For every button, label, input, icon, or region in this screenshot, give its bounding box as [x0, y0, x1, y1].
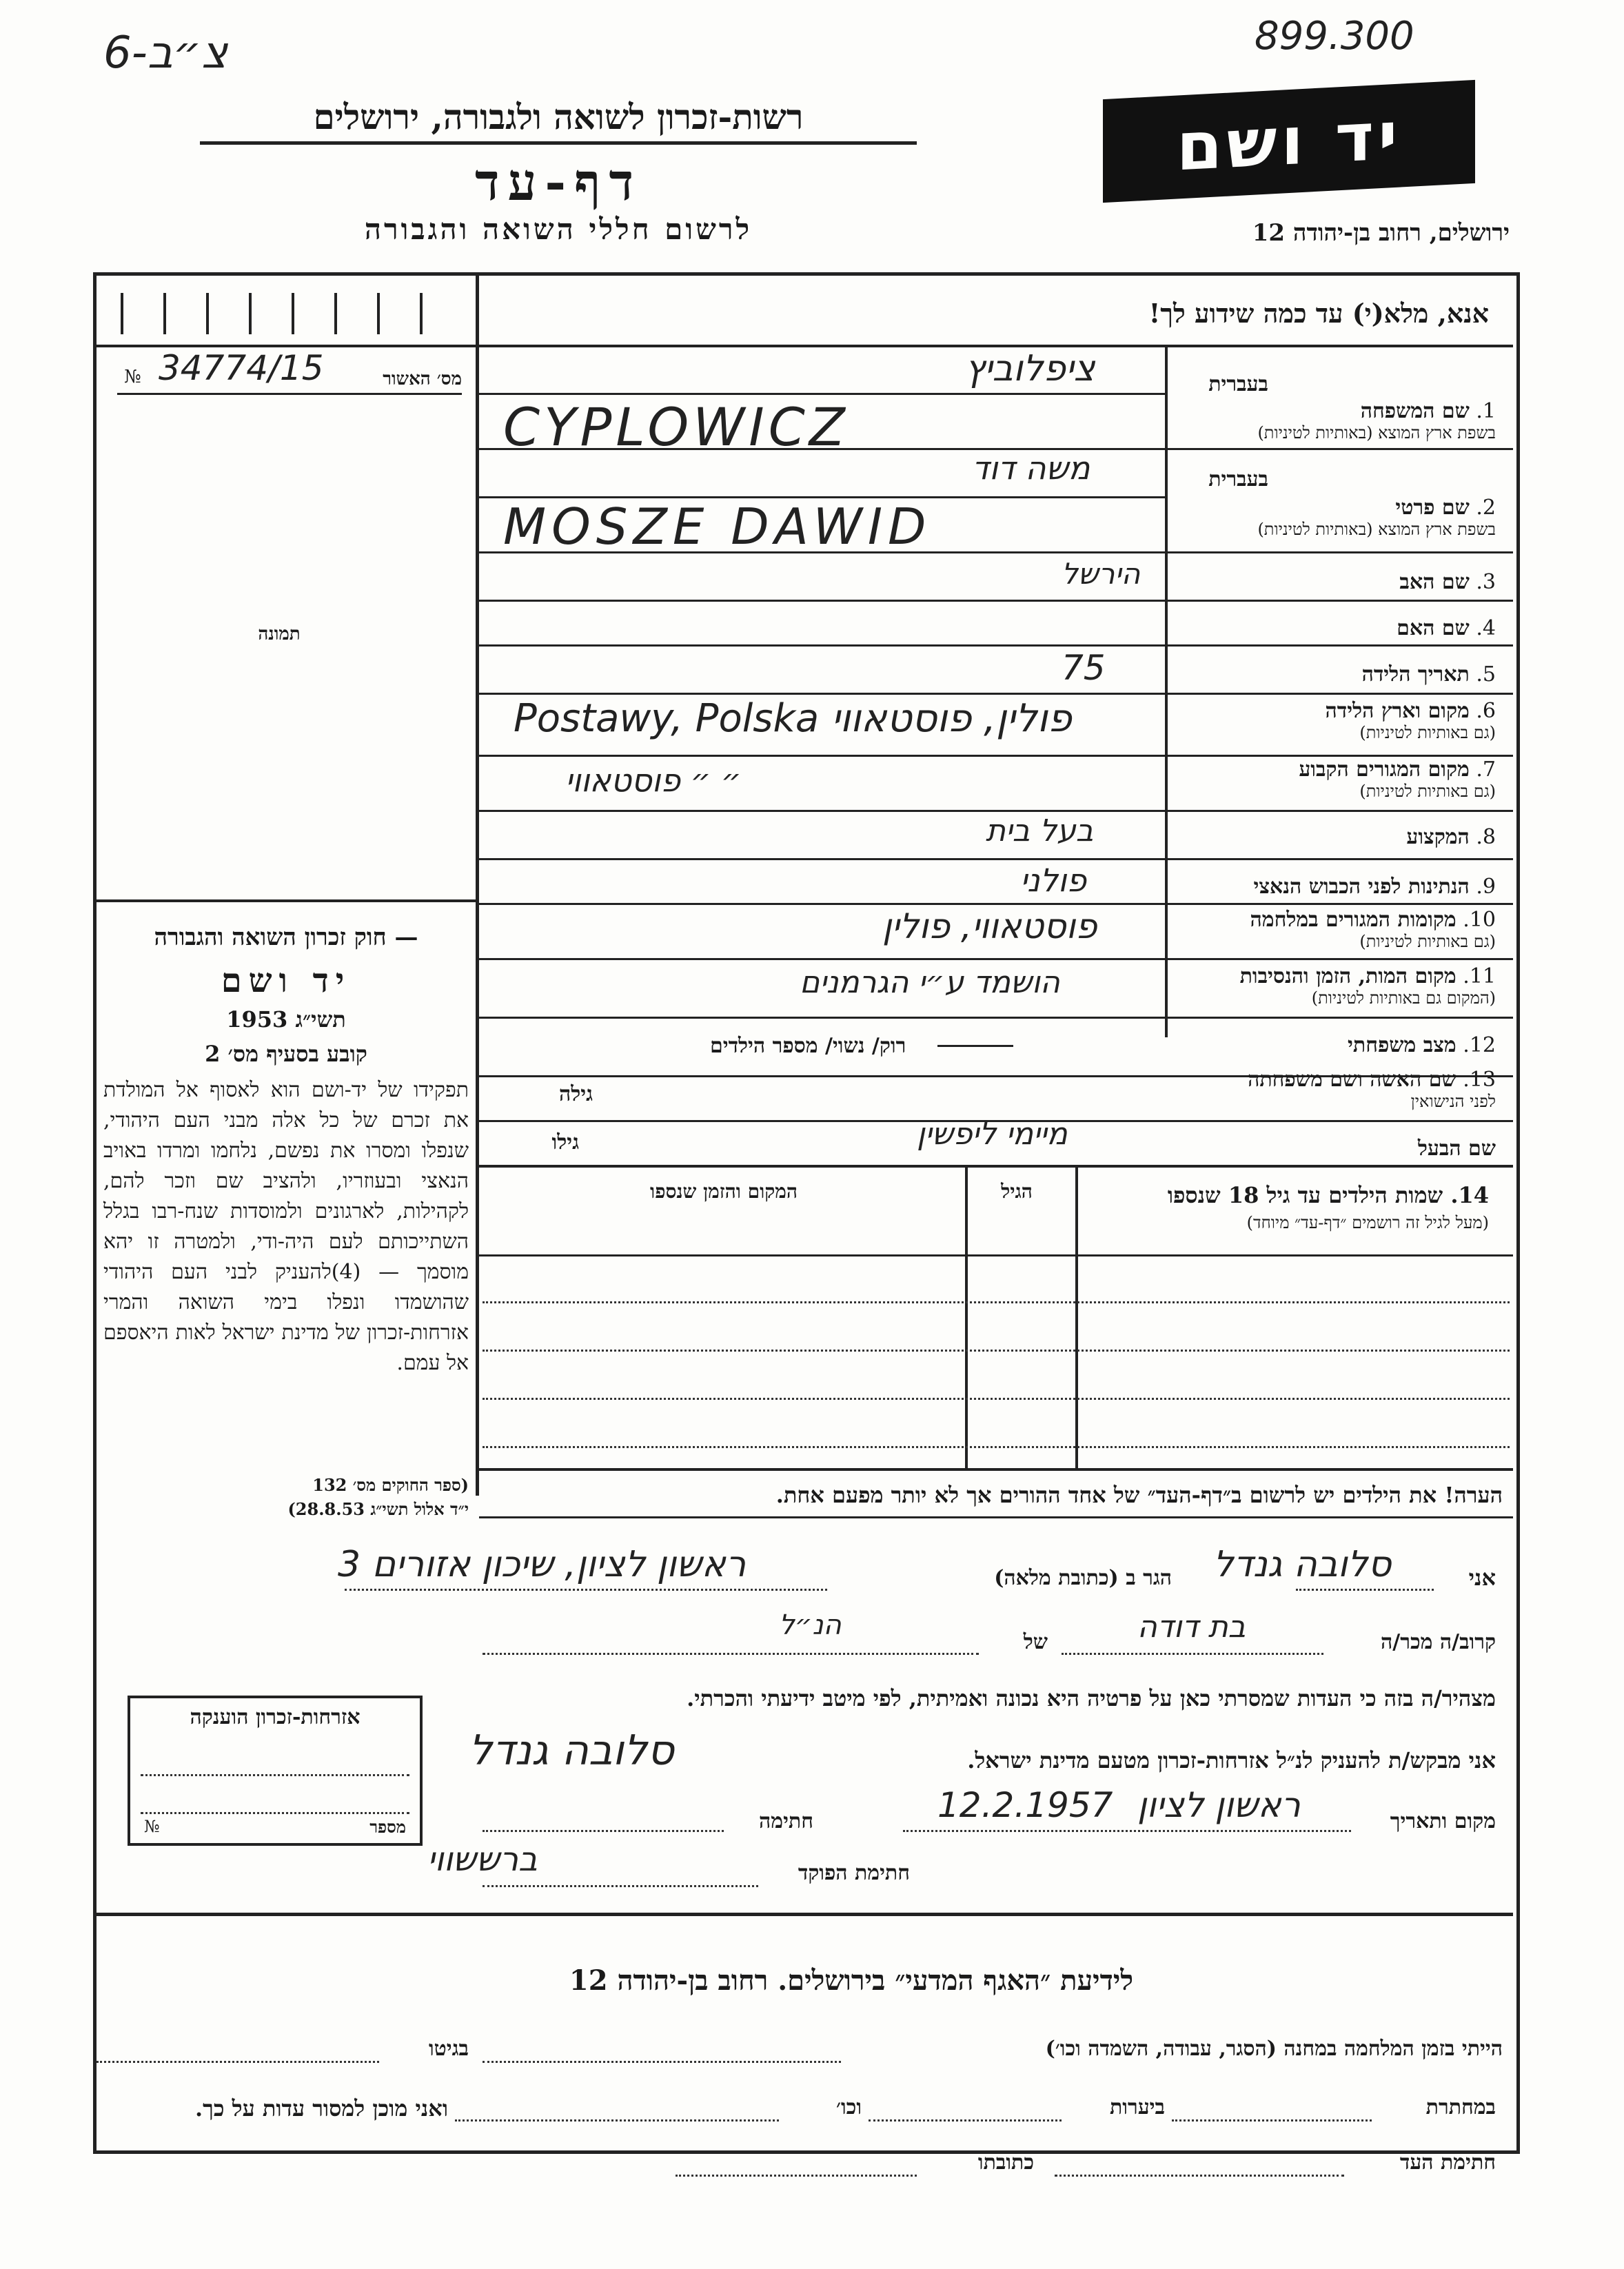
- request-citizenship: אני מבקש/ת להעניק לנ״ל אזרחות-זכרון מטעם מדינת ישראל.: [967, 1747, 1496, 1773]
- form-title: דף-עד: [474, 153, 642, 212]
- citizenship-box: [128, 1696, 423, 1846]
- children-sub: (מעל לגיל זה רושמים ״דף-עד״ מיוחד): [1246, 1213, 1489, 1232]
- footer-title: לידיעת ״האגף המדעי״ בירושלים. רחוב בן-יהודה 12: [569, 1964, 1134, 1997]
- official-signature: ברששווי: [427, 1840, 538, 1879]
- field-label-1: 1. שם המשפחה בשפת ארץ המוצא (באותיות לטיניות): [1257, 399, 1496, 442]
- field-value-1-latin: CYPLOWICZ: [503, 396, 849, 458]
- logo-text: יד ושם: [1176, 96, 1402, 186]
- field-label-10: 10. מקומות המגורים במלחמה (גם באותיות לטיניות): [1250, 908, 1496, 951]
- field-value-1-he: ציפלוביץ: [965, 348, 1095, 389]
- declarant-address: ראשון לציון, שיכון אזורים 3: [338, 1544, 747, 1585]
- corner-note-right: 899.300: [1255, 14, 1414, 59]
- approval-line: [117, 393, 462, 395]
- header-address: ירושלים, רחוב בן-יהודה 12: [1252, 219, 1510, 247]
- field-label-2: 2. שם פרטי בשפת ארץ המוצא (באותיות לטיניות): [1257, 496, 1496, 539]
- field-value-3: הירשל: [1062, 557, 1141, 591]
- official-label: חתימת הפוקד: [798, 1861, 910, 1885]
- law-year: תשי״ג 1953: [226, 1006, 346, 1032]
- declarant-i-label: אני: [1468, 1565, 1496, 1591]
- law-name: יד ושם: [221, 961, 352, 1000]
- field-label-12: 12. מצב משפחתי: [1348, 1033, 1496, 1057]
- declarant-address-label: הגר ב (כתובת מלאה): [994, 1566, 1172, 1590]
- footer-camp-label: הייתי בזמן המלחמה במחנה (הסגר, עבודה, השמדה וכו׳): [1045, 2037, 1503, 2061]
- approval-label: מס׳ האשור: [383, 369, 462, 389]
- date-value: 12.2.1957: [937, 1785, 1113, 1825]
- approval-row-bottom: [97, 345, 479, 347]
- field-label-13: 13. שם האשה ושם משפחתה לפני הנישואין: [1248, 1068, 1496, 1111]
- written-signature: סלובה גנדל: [469, 1727, 674, 1775]
- form-subtitle: לרשום חללי השואה והגבורה: [364, 212, 753, 246]
- children-col-1: [965, 1165, 968, 1468]
- photo-area-bottom: [97, 899, 479, 902]
- left-column-divider: [476, 276, 479, 1496]
- institution-underline: [200, 141, 917, 145]
- single-strike: [937, 1045, 1013, 1047]
- footer-ready-label: ואני מוכן למסור עדות על כך.: [194, 2095, 448, 2122]
- place-date-label: מקום ותאריך: [1390, 1809, 1496, 1833]
- field-value-2-latin: MOSZE DAWID: [503, 498, 932, 556]
- husband-age-label: גילו: [551, 1130, 579, 1154]
- relation-label: קרוב/ה מכר/ה: [1381, 1630, 1496, 1654]
- field-value-5: 75: [1062, 648, 1106, 688]
- footer-witness-sig-label: חתימת העד: [1399, 2150, 1496, 2175]
- of-value: הנ״ל: [779, 1609, 842, 1641]
- approval-no-sign: №: [124, 367, 141, 387]
- note-bottom: [479, 1516, 1513, 1518]
- place-value: ראשון לציון: [1137, 1785, 1301, 1825]
- law-ref-1: (ספר החוקים מס׳ 132: [312, 1475, 469, 1495]
- citizenship-number-label: מספר: [369, 1817, 406, 1837]
- hebrew-tag-2: בעברית: [1208, 467, 1268, 491]
- field-value-2-he: משה דוד: [972, 449, 1090, 487]
- of-label: של: [1023, 1630, 1048, 1654]
- field-label-6: 6. מקום וארץ הלידה (גם באותיות לטיניות): [1325, 699, 1496, 742]
- field-label-7: 7. מקום המגורים הקבוע (גם באותיות לטיניות): [1299, 757, 1496, 801]
- footer-etc-label: וכו׳: [836, 2095, 862, 2119]
- field-value-8: בעל בית: [986, 813, 1094, 848]
- request-row-bottom: [476, 345, 1513, 347]
- field-value-12: רוק/ נשוי/ מספר הילדים: [710, 1034, 906, 1058]
- footer-ghetto-label: בגיטו: [428, 2037, 469, 2061]
- law-clause: קובע בסעיף מס׳ 2: [205, 1041, 367, 1067]
- declarant-name: סלובה גנדל: [1213, 1544, 1392, 1585]
- approval-ticks: [121, 293, 465, 341]
- footer-underground-label: במחתרת: [1425, 2095, 1496, 2119]
- field-value-7: ״ ״ פוסטאווי: [565, 762, 742, 799]
- citizenship-no-sign: №: [144, 1817, 160, 1836]
- field-label-8: 8. המקצוע: [1406, 825, 1496, 849]
- children-table-top: [479, 1165, 1513, 1168]
- corner-note-left: צ״ב-6: [103, 28, 228, 79]
- wife-name-value: מיימי ליפשין: [917, 1117, 1068, 1152]
- footer-top-border: [97, 1913, 1513, 1916]
- children-place-header: המקום והזמן שנספו: [650, 1180, 798, 1203]
- children-age-header: הגיל: [1001, 1180, 1033, 1203]
- field-label-11: 11. מקום המות, הזמן והנסיבות (המקום גם באותיות לטיניות): [1239, 964, 1496, 1008]
- field-value-6: Postawy, Polska פולין, פוסטאווי: [514, 696, 1072, 741]
- signature-label: חתימה: [759, 1809, 813, 1833]
- field-label-9: 9. הנתינות לפני הכבוש הנאצי: [1253, 875, 1496, 899]
- law-title: — חוק זכרון השואה והגבורה: [154, 924, 418, 951]
- children-table-bottom: [476, 1468, 1513, 1471]
- field-label-5: 5. תאריך הלידה: [1361, 662, 1496, 686]
- field-value-10: פוסטאווי, פולין: [882, 906, 1097, 946]
- law-text: תפקידו של יד-ושם הוא לאסוף אל המולדת את זכרם של כל אלה מבני העם היהודי, שנפלו ומסרו את נפשם, נלחמו ומרדו באויב הנאצי ובעוזריו, ולהציב שם וזכר להם, לקהילות, לארגונים ולמוסדות שנח-רבו בגלל השתייכותם לעם היה-ודי, ולמטרה זו יהא מוסמך — (4)להעניק לבני העם היהודי שהושמדו ונפלו בימי השואה והמרי אזרחות-זכרון של מדינת ישראל לאות היאספם אל עמם.: [103, 1078, 469, 1375]
- law-ref-2: י״ד אלול תשי״ג 28.8.53): [287, 1499, 469, 1519]
- field-label-husband: שם הבעל: [1417, 1137, 1496, 1161]
- field-value-9: פולני: [1020, 862, 1087, 899]
- approval-number: 34774/15: [159, 348, 324, 388]
- citizenship-box-title: אזרחות-זכרון הוענקה: [190, 1705, 361, 1729]
- photo-label: תמונה: [258, 624, 301, 644]
- footer-forests-label: ביערות: [1109, 2095, 1165, 2119]
- field-label-3: 3. שם האב: [1399, 570, 1496, 594]
- relation-value: בת דודה: [1137, 1609, 1246, 1645]
- request-text: אנא, מלא(י) עד כמה שידוע לך!: [1148, 298, 1489, 329]
- hebrew-tag-1: בעברית: [1208, 372, 1268, 396]
- field-label-4: 4. שם האם: [1397, 616, 1496, 640]
- yad-vashem-logo: [1103, 80, 1475, 203]
- children-label: 14. שמות הילדים עד גיל 18 שנספו: [1167, 1182, 1489, 1208]
- wife-age-label: גילה: [558, 1082, 593, 1106]
- note: הערה! את הילדים יש לרשום ב״דף-העד״ של אחד ההורים אך לא יותר מפעם אחת.: [775, 1482, 1503, 1508]
- children-col-2: [1075, 1165, 1078, 1468]
- declaration: מצהיר/ה בזה כי העדות שמסרתי כאן על פרטיה היא נכונה ואמיתית, לפי מיטב ידיעתי והכרתי.: [687, 1685, 1496, 1711]
- institution-name: רשות-זכרון לשואה ולגבורה, ירושלים: [313, 96, 804, 137]
- field-value-11: הושמד ע״י הגרמנים: [800, 965, 1060, 1000]
- footer-address-label: כתובתו: [977, 2150, 1034, 2175]
